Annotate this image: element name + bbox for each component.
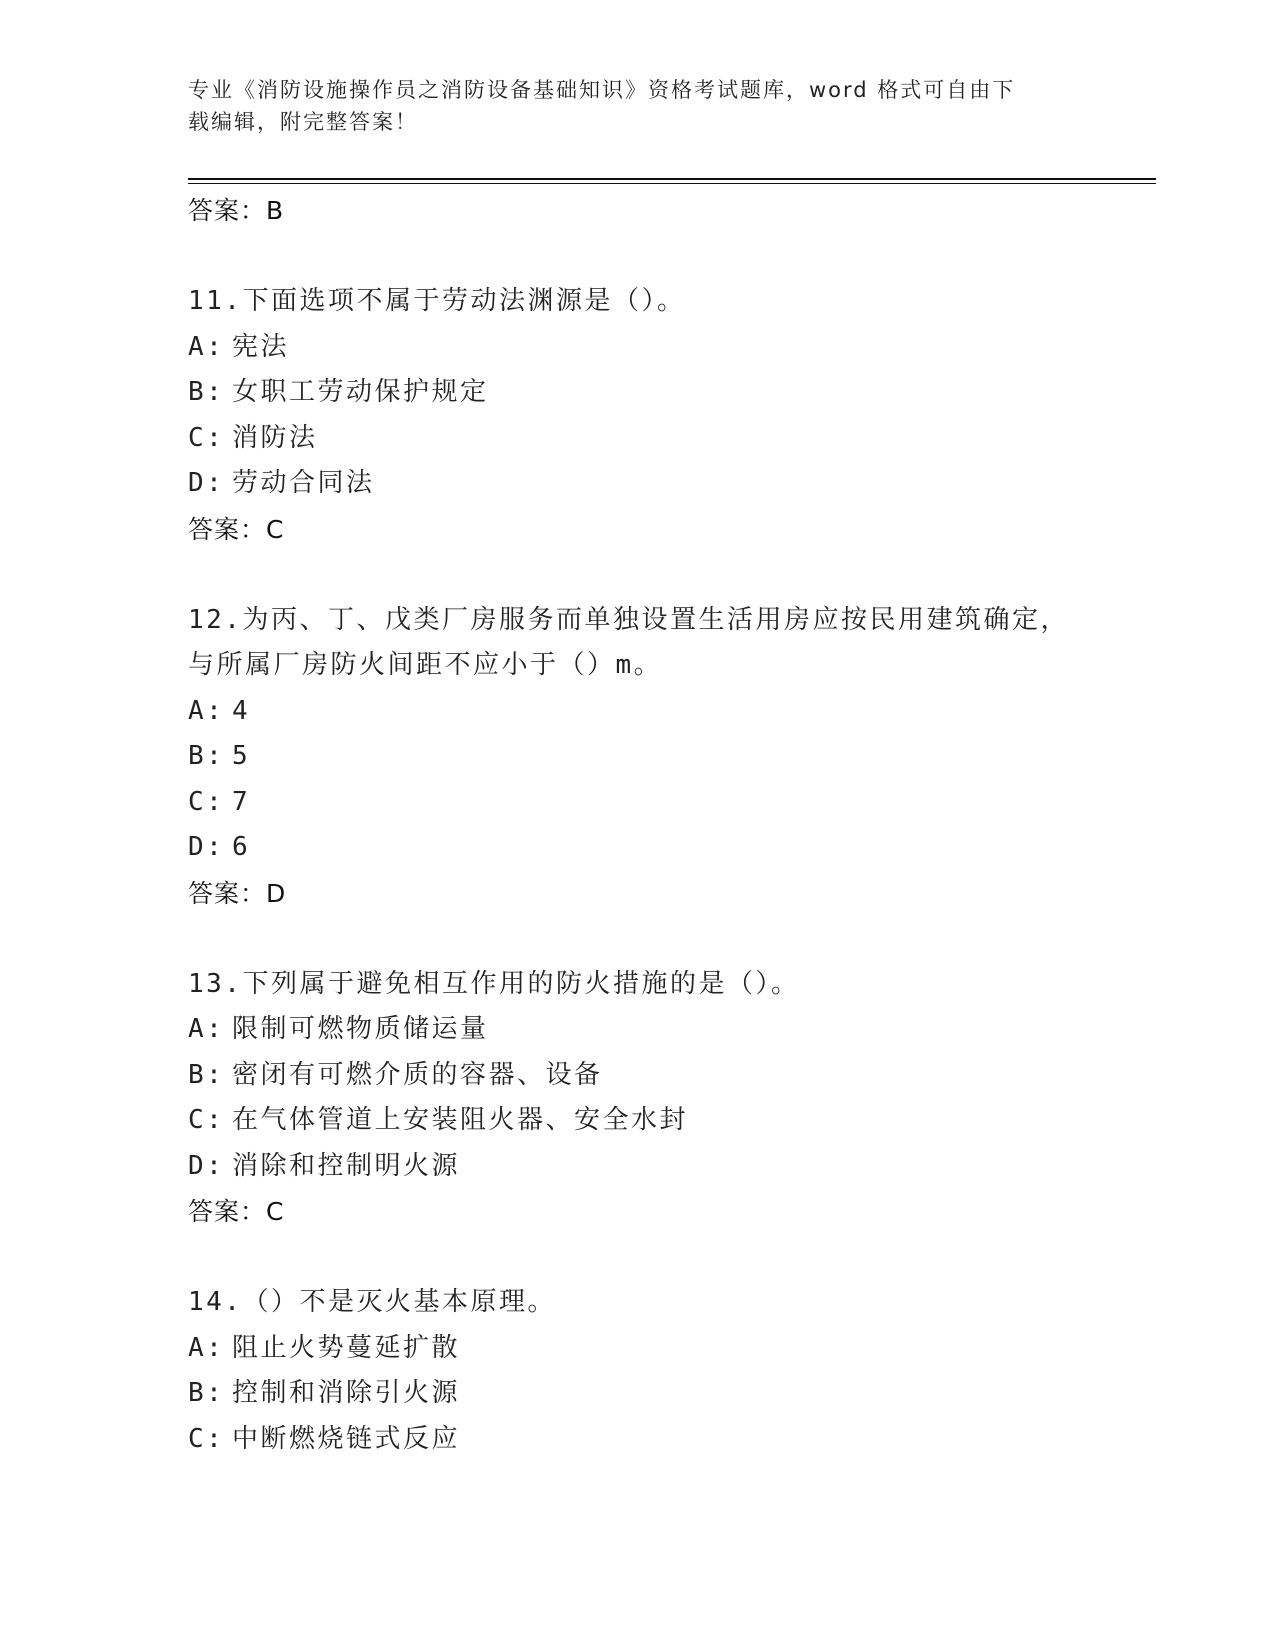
option-key: A: bbox=[188, 1014, 225, 1044]
option-key: C: bbox=[188, 1423, 225, 1454]
option-a bbox=[188, 325, 1088, 371]
option-text: 劳动合同法 bbox=[232, 468, 375, 498]
answer-previous: 答案：B bbox=[188, 196, 285, 225]
option-key: D: bbox=[188, 832, 225, 862]
option-c bbox=[188, 416, 1088, 462]
option-text: 7 bbox=[232, 786, 251, 817]
option-key: B: bbox=[188, 377, 225, 407]
question-12 bbox=[188, 598, 1088, 916]
option-text: 密闭有可燃介质的容器、设备 bbox=[232, 1059, 603, 1090]
option-text: 4 bbox=[232, 695, 251, 726]
option-text: 在气体管道上安装阻火器、安全水封 bbox=[232, 1105, 689, 1135]
header-line-2: 载编辑，附完整答案！ bbox=[188, 110, 418, 134]
option-text: 消防法 bbox=[232, 422, 318, 453]
option-a bbox=[188, 689, 1088, 735]
option-key: C: bbox=[188, 1105, 225, 1135]
option-d bbox=[188, 461, 1088, 507]
option-a bbox=[188, 1326, 1088, 1372]
answer: 答案：C bbox=[188, 514, 285, 544]
option-text: 宪法 bbox=[232, 331, 290, 362]
document-header bbox=[188, 74, 1068, 138]
option-text: 中断燃烧链式反应 bbox=[232, 1423, 461, 1454]
question-list bbox=[188, 188, 1088, 1462]
question-14 bbox=[188, 1280, 1088, 1462]
option-text: 女职工劳动保护规定 bbox=[232, 377, 489, 407]
option-b bbox=[188, 1371, 1088, 1417]
option-b bbox=[188, 734, 1088, 780]
question-stem: 11.下面选项不属于劳动法渊源是（）。 bbox=[188, 286, 686, 316]
option-text: 6 bbox=[232, 832, 251, 862]
option-key: A: bbox=[188, 331, 225, 362]
option-text: 5 bbox=[232, 741, 251, 771]
option-text: 控制和消除引火源 bbox=[232, 1378, 461, 1408]
option-text: 阻止火势蔓延扩散 bbox=[232, 1332, 461, 1363]
option-d bbox=[188, 825, 1088, 871]
option-key: B: bbox=[188, 1059, 225, 1090]
option-c bbox=[188, 1417, 1088, 1463]
option-key: C: bbox=[188, 786, 225, 817]
question-11 bbox=[188, 279, 1088, 552]
header-divider-thick bbox=[188, 178, 1156, 180]
option-b bbox=[188, 1053, 1088, 1099]
option-key: A: bbox=[188, 1332, 225, 1363]
option-key: B: bbox=[188, 741, 225, 771]
option-text: 限制可燃物质储运量 bbox=[232, 1014, 489, 1044]
option-key: C: bbox=[188, 422, 225, 453]
option-d bbox=[188, 1144, 1088, 1190]
option-b bbox=[188, 370, 1088, 416]
option-key: B: bbox=[188, 1378, 225, 1408]
header-divider-thin bbox=[188, 183, 1156, 184]
answer: 答案：C bbox=[188, 1197, 285, 1226]
option-text: 消除和控制明火源 bbox=[232, 1150, 461, 1181]
question-stem: 14.（）不是灭火基本原理。 bbox=[188, 1287, 556, 1317]
answer: 答案：D bbox=[188, 878, 287, 908]
header-line-1: 专业《消防设施操作员之消防设备基础知识》资格考试题库，word 格式可自由下 bbox=[188, 78, 1016, 102]
question-stem: 12.为丙、丁、戊类厂房服务而单独设置生活用房应按民用建筑确定，与所属厂房防火间距不应小于（）m。 bbox=[188, 604, 1069, 680]
option-key: D: bbox=[188, 468, 225, 498]
option-c bbox=[188, 1098, 1088, 1144]
question-13 bbox=[188, 962, 1088, 1235]
option-c bbox=[188, 780, 1088, 826]
option-key: D: bbox=[188, 1150, 225, 1181]
option-a bbox=[188, 1007, 1088, 1053]
question-stem: 13.下列属于避免相互作用的防火措施的是（）。 bbox=[188, 968, 800, 999]
option-key: A: bbox=[188, 695, 225, 726]
